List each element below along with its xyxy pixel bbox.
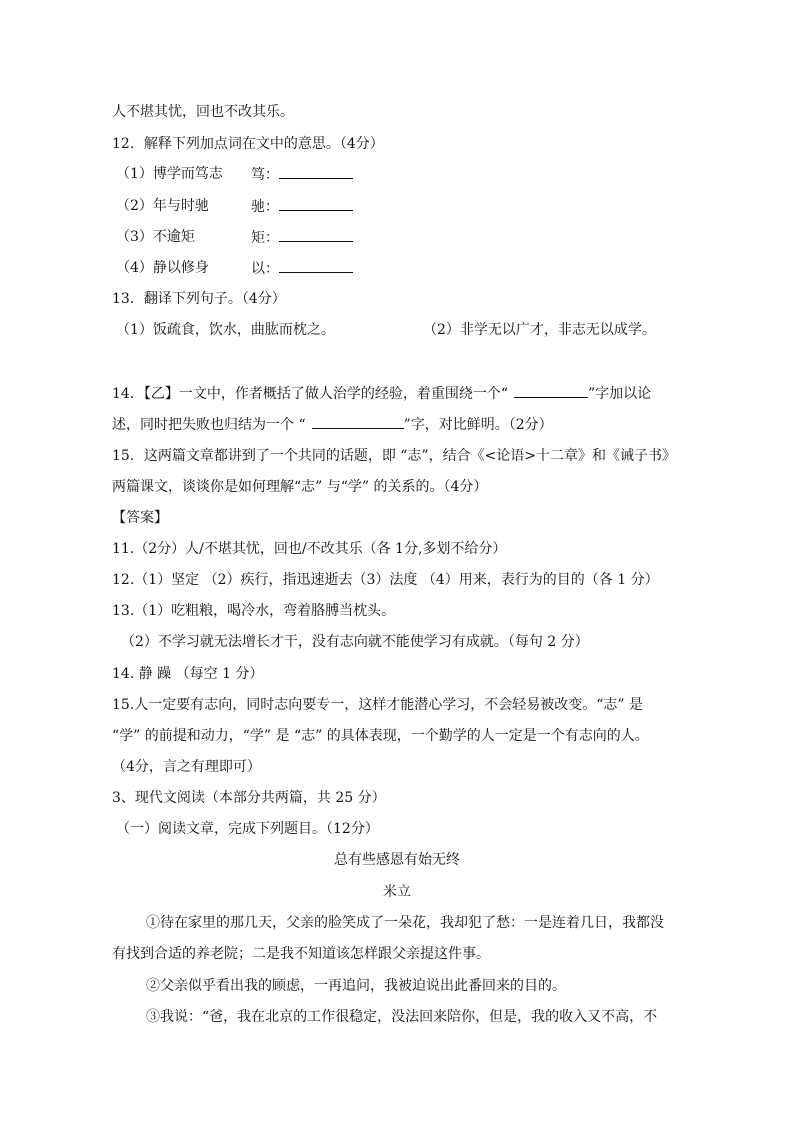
q14-text-d: ”字，对比鲜明。（2分） (403, 417, 553, 433)
q12-phrase: （1）博学而笃志 (116, 166, 223, 182)
q12-item-1 (116, 164, 279, 184)
answer-15-1: 15.人一定要有志向，同时志向要专一，这样才能潜心学习，不会轻易被改变。“志” 是 (112, 697, 644, 713)
answer-13-2: （2）不学习就无法增长才干，没有志向就不能使学习有成就。（每句 2 分） (121, 634, 589, 650)
q12-phrase: （2）年与时驰 (116, 198, 209, 214)
q14-text-b: ”字加以论 (587, 386, 652, 402)
section3-heading: 3、现代文阅读（本部分共两篇，共 25 分） (112, 790, 386, 806)
article-paragraph-1-line-1: ①待在家里的那几天，父亲的脸笑成了一朵花，我却犯了愁：一是连着几日，我都没 (146, 915, 664, 931)
q12-prompt: 12．解释下列加点词在文中的意思。（4分） (112, 136, 384, 152)
answer-12: 12.（1）坚定 （2）疾行，指迅速逝去（3）法度 （4）用来，表行为的目的（各 1 分） (112, 572, 659, 588)
answer-15-2: “学” 的前提和动力，“学” 是 “志” 的具体表现，一个勤学的人一定是一个有志向的人。 (112, 728, 649, 744)
article-paragraph-2: ②父亲似乎看出我的顾虑，一再追问，我被迫说出此番回来的目的。 (146, 978, 566, 994)
answer-14: 14. 静 躁 （每空 1 分） (112, 666, 264, 682)
q12-item-2 (116, 196, 279, 216)
answer-blank-2[interactable] (312, 414, 404, 429)
q13-sentences (116, 320, 656, 340)
q15-line-1: 15．这两篇文章都讲到了一个共同的话题，即 “志”，结合《<论语>十二章》和《诫子书》 (112, 448, 677, 464)
answer-blank[interactable] (279, 164, 353, 179)
q12-word: 笃： (251, 167, 279, 183)
q14-line-1 (112, 383, 651, 404)
q12-word: 驰： (251, 199, 279, 215)
answer-heading: 【答案】 (112, 510, 168, 526)
answer-blank-1[interactable] (514, 383, 588, 398)
article-title: 总有些感恩有始无终 (334, 852, 460, 868)
q12-item-4 (116, 258, 279, 278)
q13-sentence-2: （2）非学无以广才，非志无以成学。 (423, 322, 656, 338)
answer-11: 11.（2分）人/不堪其忧，回也/不改其乐（各 1分,多划不给分） (112, 541, 507, 557)
q14-line-2 (112, 414, 553, 435)
passage-tail: 人不堪其忧，回也不改其乐。 (112, 104, 294, 120)
q12-word: 以： (251, 261, 279, 277)
q12-phrase: （4）静以修身 (116, 260, 209, 276)
q14-text-c: 述，同时把失败也归结为一个 “ (112, 417, 306, 433)
answer-13-1: 13.（1）吃粗粮，喝冷水，弯着胳膊当枕头。 (112, 603, 396, 619)
article-paragraph-1-line-2: 有找到合适的养老院；二是我不知道该怎样跟父亲提这件事。 (112, 946, 490, 962)
article-author: 米立 (383, 884, 411, 900)
q12-word: 矩： (251, 230, 279, 246)
article-paragraph-3: ③我说：“爸，我在北京的工作很稳定，没法回来陪你，但是，我的收入又不高，不 (146, 1009, 658, 1025)
section3-subheading: （一）阅读文章，完成下列题目。（12分） (116, 821, 379, 837)
q15-line-2: 两篇课文，谈谈你是如何理解“志” 与“学” 的关系的。（4分） (112, 479, 488, 495)
q14-text-a: 14．【乙】一文中，作者概括了做人治学的经验，着重围绕一个“ (112, 386, 508, 402)
answer-blank[interactable] (279, 196, 353, 211)
answer-15-3: （4分，言之有理即可） (112, 759, 261, 775)
q12-item-3 (116, 227, 279, 247)
q13-sentence-1: （1）饭疏食，饮水，曲肱而枕之。 (116, 322, 335, 338)
q12-phrase: （3）不逾矩 (116, 229, 195, 245)
answer-blank[interactable] (279, 227, 353, 242)
q13-prompt: 13．翻译下列句子。（4分） (112, 291, 286, 307)
answer-blank[interactable] (279, 258, 353, 273)
